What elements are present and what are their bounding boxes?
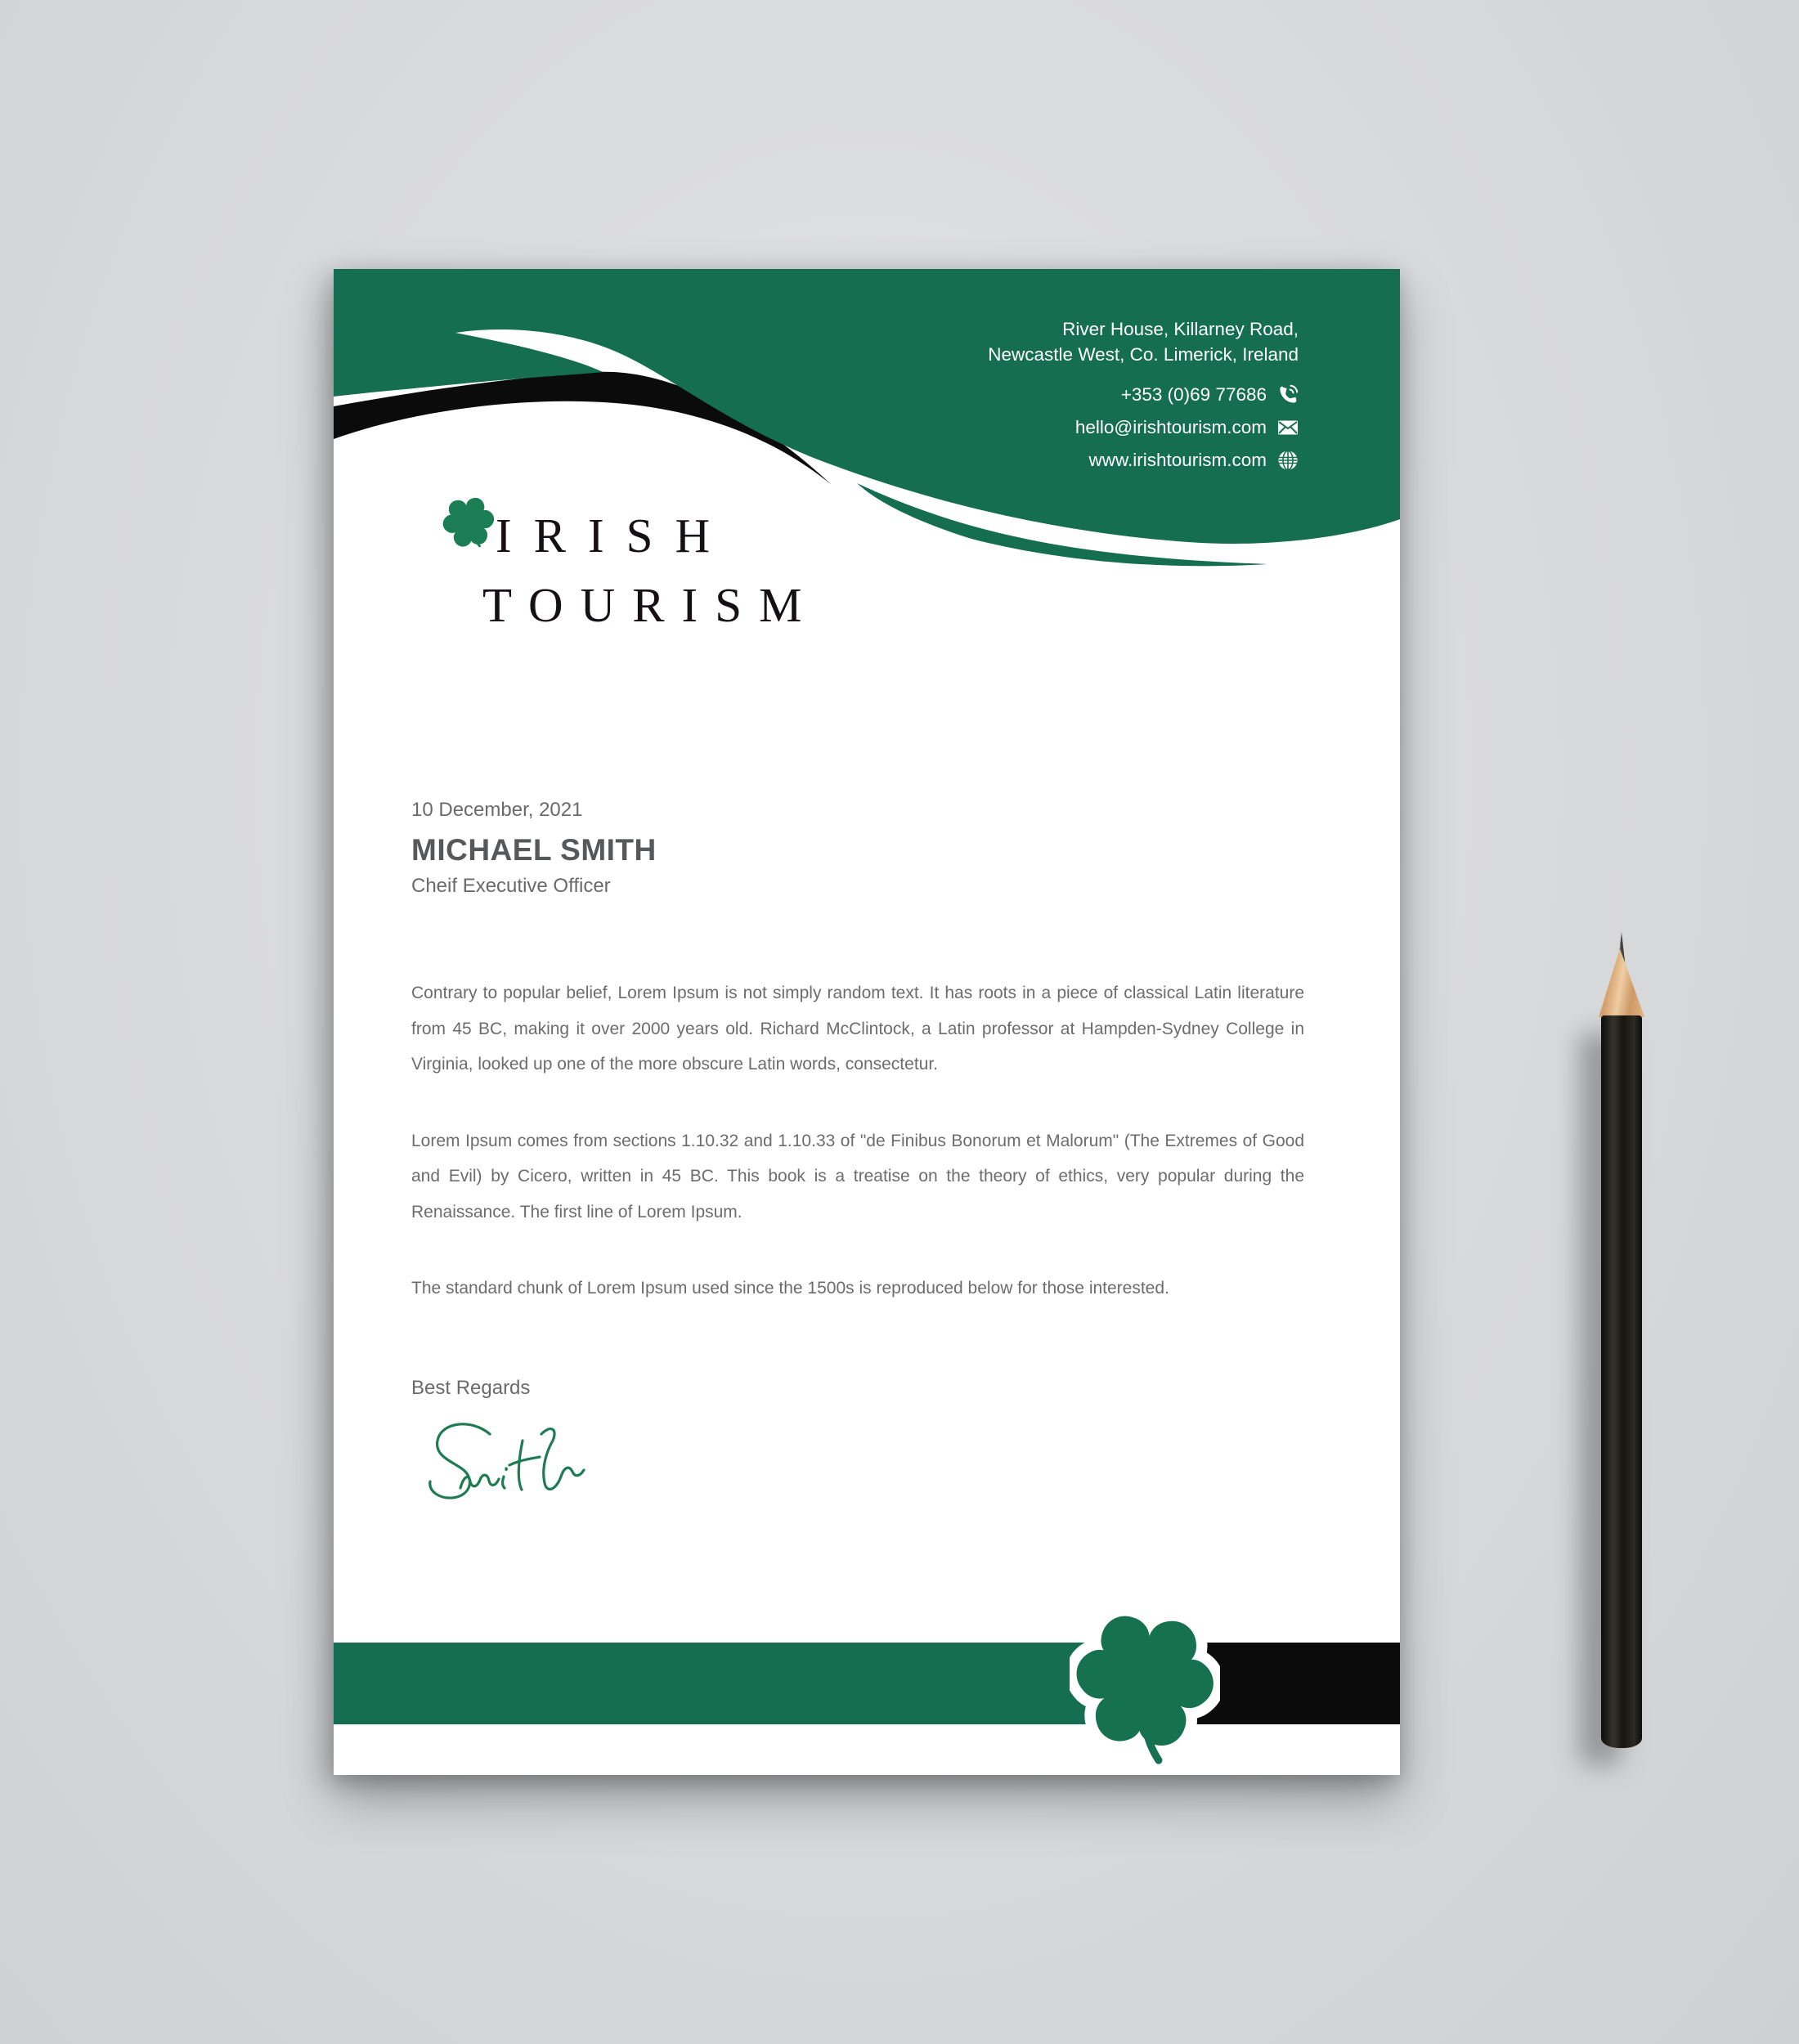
- address-line-2: Newcastle West, Co. Limerick, Ireland: [988, 344, 1299, 365]
- letter-date: 10 December, 2021: [411, 799, 583, 821]
- phone-row: [988, 379, 1299, 411]
- paragraph-3: The standard chunk of Lorem Ipsum used since the 1500s is reproduced below for those interested.: [411, 1279, 1169, 1298]
- signature-smith: [411, 1414, 587, 1514]
- recipient-name: MICHAEL SMITH: [411, 833, 657, 867]
- pencil: [1596, 922, 1647, 1753]
- globe-icon: [1277, 450, 1299, 471]
- footer-green-bar: [334, 1643, 1145, 1724]
- pencil-wood-cone: [1599, 944, 1644, 1017]
- website-row: [988, 444, 1299, 477]
- letterhead-page: [334, 269, 1400, 1775]
- phone-icon: [1277, 384, 1299, 406]
- logo-word-irish: IRISH: [496, 509, 733, 563]
- footer-shamrock-icon: [1070, 1610, 1220, 1770]
- phone-number: +353 (0)69 77686: [1120, 384, 1267, 405]
- closing-text: Best Regards: [411, 1376, 531, 1399]
- paragraph-2: Lorem Ipsum comes from sections 1.10.32 and 1.10.33 of "de Finibus Bonorum et Malorum" (The Extremes of Good and Evil) by Cicero, written in 45 BC. This book is a treatise on the theory of ethics, very popular during the Renaissance. The first line of Lorem Ipsum.: [411, 1131, 1304, 1221]
- letter-content: [411, 799, 1304, 1514]
- email-row: [988, 411, 1299, 444]
- address-line-1: River House, Killarney Road,: [1062, 319, 1299, 339]
- recipient-title: Cheif Executive Officer: [411, 875, 611, 897]
- contact-block: [988, 316, 1299, 477]
- email-address: hello@irishtourism.com: [1074, 417, 1267, 437]
- envelope-icon: [1277, 417, 1299, 438]
- pencil-body: [1601, 1015, 1642, 1748]
- website-url: www.irishtourism.com: [1088, 450, 1267, 470]
- paragraph-1: Contrary to popular belief, Lorem Ipsum is not simply random text. It has roots in a piece of classical Latin literature from 45 BC, making it over 2000 years old. Richard McClintock, a Latin professor at Hampden-Sydney College in Virginia, looked up one of the more obscure Latin words, consectetur.: [411, 984, 1304, 1074]
- logo-word-tourism: TOURISM: [482, 578, 819, 632]
